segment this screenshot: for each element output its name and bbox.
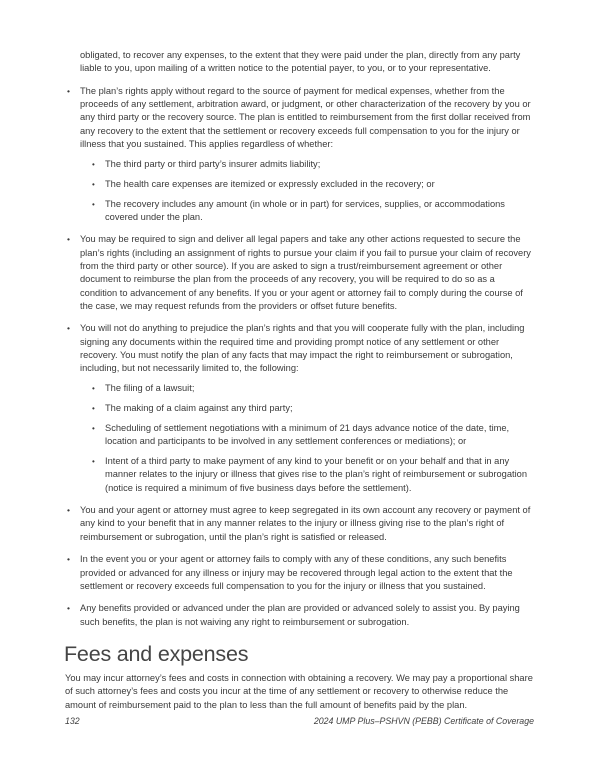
bullet-icon: •: [67, 554, 70, 565]
bullet-icon: •: [67, 85, 70, 96]
bullet-item: [65, 85, 534, 152]
sub-bullet-item: [92, 422, 534, 449]
bullet-text: In the event you or your agent or attorney fails to comply with any of these conditions, any such benefits provided or advanced for any illness or injury may be recovered through legal action to the extent that the settlement or recovery exceeds full compensation to you for the injury or illness that you sustained.: [80, 554, 513, 591]
page-footer: [65, 715, 534, 728]
bullet-icon: •: [92, 384, 95, 394]
intro-paragraph: obligated, to recover any expenses, to the extent that they were paid under the plan, directly from any party liable to you, upon mailing of a written notice to the potential payer, to you, or to your representative.: [80, 50, 521, 74]
bullet-item: [65, 504, 534, 544]
bullet-icon: •: [67, 323, 70, 334]
closing-paragraph: You may incur attorney’s fees and costs in connection with obtaining a recovery. We may pay a proportional share of such attorney’s fees and costs you incur at the time of any settlement or recovery to otherwise reduce the amount of reimbursement paid to the plan to less than the full amount of benefits paid by the plan.: [65, 672, 533, 710]
bullet-text: Any benefits provided or advanced under the plan are provided or advanced solely to assist you. By paying such benefits, the plan is not waiving any right to reimbursement or subrogation.: [80, 603, 520, 627]
sub-bullet-text: The third party or third party’s insurer admits liability;: [105, 158, 321, 169]
sub-bullet-text: Scheduling of settlement negotiations with a minimum of 21 days advance notice of the date, time, location and participants to be involved in any settlement conferences or mediations); or: [105, 422, 510, 447]
bullet-text: You will not do anything to prejudice the plan’s rights and that you will cooperate fully with the plan, including signing any documents within the required time and providing prompt notice of any settlement or other recovery. You must notify the plan of any facts that may impact the right to reimbursement or subrogation, including, but not necessarily limited to, the following:: [80, 323, 525, 374]
bullet-icon: •: [92, 457, 95, 467]
sub-bullet-item: [92, 402, 534, 415]
sub-bullet-text: Intent of a third party to make payment of any kind to your benefit or on your behalf and that in any manner relates to the injury or illness that gives rise to the plan’s right of reimbursement or subrogation (notice is required a minimum of five business days before the settlement).: [105, 456, 528, 493]
sub-bullet-item: [92, 455, 534, 495]
bullet-item: [65, 553, 534, 593]
doc-title: 2024 UMP Plus–PSHVN (PEBB) Certificate of Coverage: [313, 715, 534, 726]
bullet-item: [65, 233, 534, 313]
section-heading: Fees and expenses: [64, 641, 249, 666]
bullet-icon: •: [92, 179, 95, 189]
bullet-icon: •: [67, 505, 70, 516]
bullet-icon: •: [92, 404, 95, 414]
sub-bullet-item: [92, 158, 534, 171]
sub-bullet-item: [92, 198, 534, 225]
bullet-text: The plan’s rights apply without regard to the source of payment for medical expenses, whether from the proceeds of any settlement, arbitration award, or judgment, or other characterization of the recovery by you or any third party or the recovery source. The plan is entitled to reimbursement from the first dollar received from any recovery to the extent that the settlement or recovery exceeds full compensation to you for the injury or illness that you sustained. This applies regardless of whether:: [80, 85, 531, 150]
bullet-icon: •: [92, 159, 95, 169]
sub-bullet-item: [92, 382, 534, 395]
sub-bullet-text: The filing of a lawsuit;: [105, 383, 195, 394]
sub-bullet-text: The health care expenses are itemized or expressly excluded in the recovery; or: [105, 178, 435, 189]
sub-bullet-text: The recovery includes any amount (in whole or in part) for services, supplies, or accommodations covered under the plan.: [105, 198, 505, 222]
bullet-item: [65, 322, 534, 375]
bullet-icon: •: [67, 603, 70, 614]
bullet-item: [65, 602, 534, 629]
bullet-text: You and your agent or attorney must agree to keep segregated in its own account any recovery or payment of any kind to your benefit that in any manner relates to the injury or illness giving rise to the plan’s right of reimbursement or subrogation, until the plan’s right is satisfied or released.: [80, 505, 531, 542]
sub-bullet-text: The making of a claim against any third party;: [105, 403, 293, 414]
bullet-icon: •: [92, 199, 95, 209]
bullet-icon: •: [67, 234, 70, 245]
page-number: 132: [65, 715, 80, 726]
bullet-icon: •: [92, 423, 95, 433]
bullet-text: You may be required to sign and deliver all legal papers and take any other actions requested to secure the plan’s rights (including an assignment of rights to pursue your claim if you fail to pursue your claim of recovery from the third party or other source). If you are asked to sign a trust/reimbursement agreement or other document to reimburse the plan from the proceeds of any recovery, you will be required to do so as a condition to advancement of any benefits. If you or your agent or attorney fail to comply during the course of the case, we may request refunds from the providers or offset future benefits.: [80, 234, 531, 311]
sub-bullet-item: [92, 178, 534, 191]
